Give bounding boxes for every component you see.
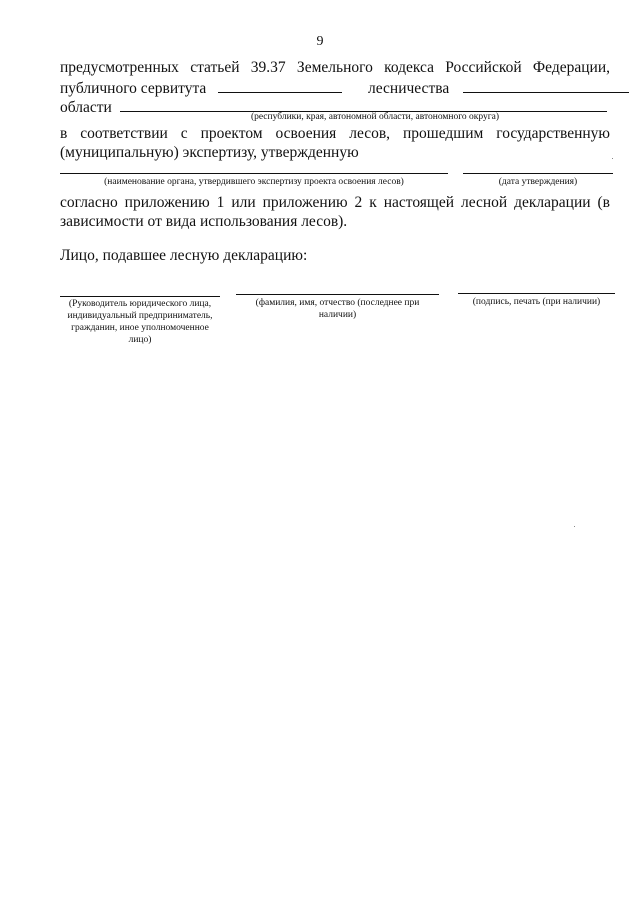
blank-region[interactable]	[120, 97, 607, 112]
label-region: области	[60, 99, 112, 116]
caption-name: (фамилия, имя, отчество (последнее при наличии)	[255, 298, 420, 320]
page-number: 9	[316, 34, 324, 49]
text-line-8: Лицо, подавшее лесную декларацию:	[60, 247, 308, 264]
caption-person: (Руководитель юридического лица, индивидуальный предприниматель, гражданин, иное уполномоченное лицо)	[67, 299, 213, 345]
text-line-1: предусмотренных статьей 39.37 Земельного кодекса Российской Федерации,	[60, 59, 610, 76]
label-easement: публичного сервитута	[60, 80, 207, 97]
blank-person[interactable]	[60, 296, 220, 297]
scan-speck	[574, 526, 575, 527]
text-line-5: (муниципальную) экспертизу, утвержденную	[60, 144, 359, 161]
caption-sign: (подпись, печать (при наличии)	[472, 297, 601, 307]
blank-easement[interactable]	[218, 78, 342, 93]
caption-region: (республики, края, автономной области, автономного округа)	[250, 112, 500, 122]
scan-speck	[612, 158, 613, 159]
text-line-7: зависимости от вида использования лесов).	[60, 213, 348, 230]
label-forestry: лесничества	[368, 80, 450, 97]
text-line-6: согласно приложению 1 или приложению 2 к настоящей лесной декларации (в	[60, 194, 610, 211]
text-line-4: в соответствии с проектом освоения лесов, прошедшим государственную	[60, 125, 610, 142]
blank-forestry[interactable]	[463, 78, 629, 93]
blank-date[interactable]	[463, 173, 613, 174]
blank-sign[interactable]	[458, 293, 615, 294]
caption-organ: (наименование органа, утвердившего экспертизу проекта освоения лесов)	[104, 177, 404, 187]
blank-organ[interactable]	[60, 173, 448, 174]
text-line-2	[60, 78, 610, 99]
caption-date: (дата утверждения)	[498, 177, 578, 187]
blank-name[interactable]	[236, 294, 439, 295]
